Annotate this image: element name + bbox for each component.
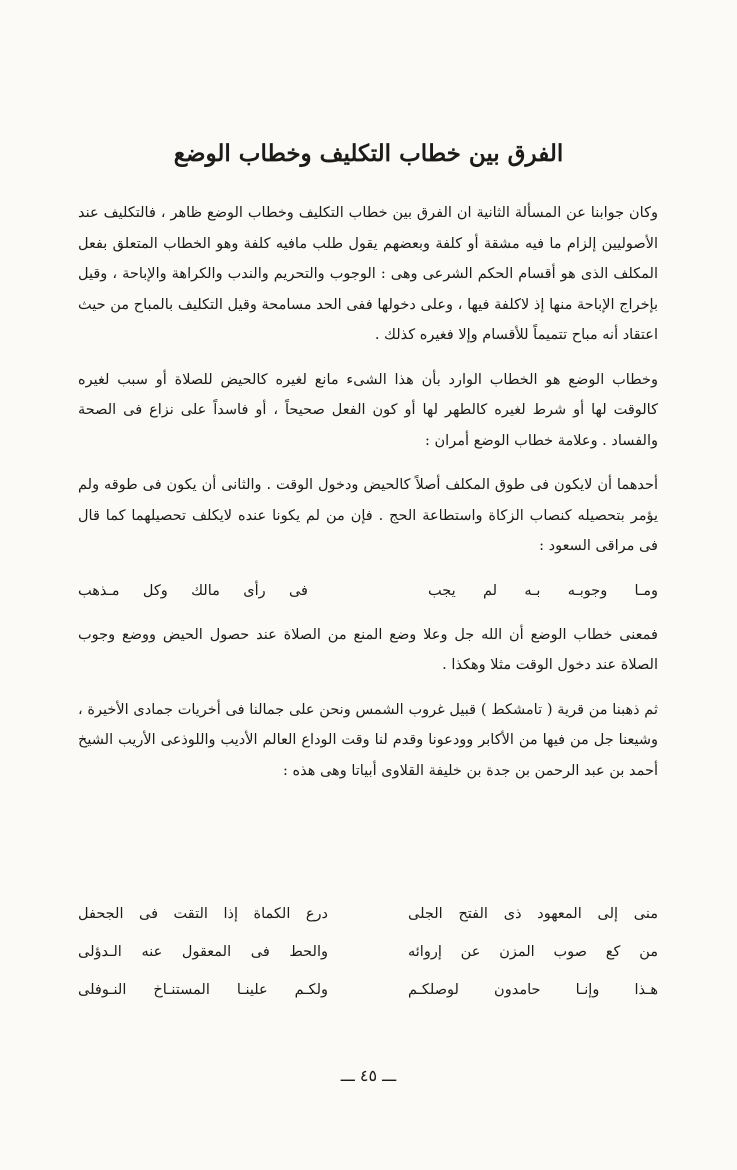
page-title: الفرق بين خطاب التكليف وخطاب الوضع bbox=[173, 140, 564, 167]
poem-line-right: هـذا وإنـا حامدون لوصلكـم bbox=[408, 982, 658, 998]
poem-line-right: منى إلى المعهود ذى الفتح الجلى bbox=[408, 906, 658, 922]
body-text bbox=[78, 198, 658, 800]
paragraph-3: أحدهما أن لايكون فى طوق المكلف أصلاً كالحيض ودخول الوقت . والثانى أن يكون فى طوقه ولم يؤمر بتحصيله كنصاب الزكاة واستطاعة الحج . فإن من لم يكونا عنده لايكلف تحصيلهما كما قال فى مراقى السعود : bbox=[78, 477, 658, 554]
paragraph-5: ثم ذهبنا من قرية ( تامشكط ) قبيل غروب الشمس ونحن على جمالنا فى أخريات جمادى الأخيرة ، وشيعنا جل من فيها من الأكابر وودعونا وقدم لنا وقت الوداع العالم الأديب واللوذعى الأريب الشيخ أحمد بن عبد الرحمن بن جدة بن خليفة القلاوى أبياتا وهى هذه : bbox=[78, 701, 658, 779]
paragraph-1: وكان جوابنا عن المسألة الثانية ان الفرق بين خطاب التكليف وخطاب الوضع ظاهر ، فالتكليف عند الأصوليين إلزام ما فيه مشقة أو كلفة وبعضهم يقول طلب مافيه كلفة وهو الخطاب المتعلق بفعل المكلف الذى هو أقسام الحكم الشرعى وهى : الوجوب والتحريم والندب والكراهة والإباحة ، وقيل بإخراج الإباحة منها إذ لاكلفة فيها ، وعلى دخولها ففى الحد مسامحة وقيل التكليف بالمباح من حيث اعتقاد أنه مباح تتميماً للأقسام وإلا فغيره كذلك . bbox=[78, 205, 658, 343]
poem-line-left: ولكـم علينـا المستنـاخ النـوفلى bbox=[78, 982, 328, 998]
quoted-verse bbox=[78, 576, 658, 606]
poem-line bbox=[78, 971, 658, 1009]
verse-hemistich-2: فى رأى مالك وكل مـذهب bbox=[78, 582, 308, 599]
paragraph-4: فمعنى خطاب الوضع أن الله جل وعلا وضع المنع من الصلاة عند حصول الحيض ووضع وجوب الصلاة عند دخول الوقت مثلا وهكذا . bbox=[78, 626, 658, 673]
poem bbox=[78, 895, 658, 1009]
poem-line-right: من كع صوب المزن عن إروائه bbox=[408, 944, 658, 960]
paragraph-2: وخطاب الوضع هو الخطاب الوارد بأن هذا الشىء مانع لغيره كالحيض للصلاة أو سبب لغيره كالوقت لها أو شرط لغيره كالطهر لها أو كون الفعل صحيحاً ، أو فاسداً على نزاع فى الصحة والفساد . وعلامة خطاب الوضع أمران : bbox=[78, 371, 658, 449]
poem-line bbox=[78, 933, 658, 971]
poem-line bbox=[78, 895, 658, 933]
verse-hemistich-1: ومـا وجوبـه بـه لم يجب bbox=[428, 582, 658, 599]
page-number: ـــ ٤٥ ـــ bbox=[340, 1066, 397, 1085]
poem-line-left: درع الكماة إذا التقت فى الجحفل bbox=[78, 906, 328, 922]
poem-line-left: والحط فى المعقول عنه الـدؤلى bbox=[78, 944, 328, 960]
